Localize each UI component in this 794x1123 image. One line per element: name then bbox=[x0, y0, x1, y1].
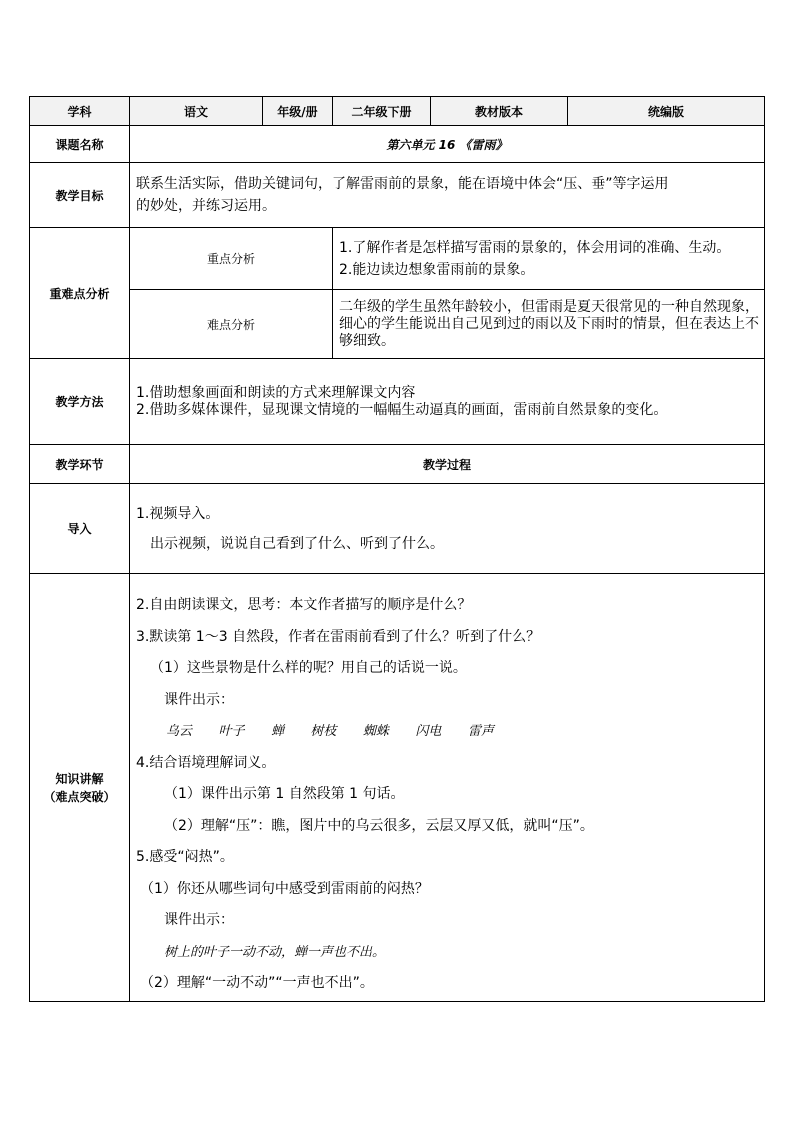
method-line-2: 2.借助多媒体课件，显现课文情境的一幅幅生动逼真的画面，雷雨前自然景象的变化。 bbox=[136, 401, 668, 418]
lesson-row bbox=[30, 126, 765, 163]
hard-point-row bbox=[30, 290, 765, 359]
lesson-plan-table bbox=[29, 96, 765, 1002]
grade-value: 二年级下册 bbox=[333, 97, 431, 126]
key-point-line-1: 1.了解作者是怎样描写雷雨的景象的，体会用词的准确、生动。 bbox=[339, 239, 731, 256]
knowledge-line-12: （2）理解“一动不动”“一声也不出”。 bbox=[140, 975, 374, 991]
knowledge-label bbox=[30, 574, 130, 1002]
hard-point-label: 难点分析 bbox=[130, 290, 333, 359]
vocabulary-word-2: 叶子 bbox=[218, 724, 245, 739]
hard-point-content bbox=[333, 290, 765, 359]
key-point-line-2: 2.能边读边想象雷雨前的景象。 bbox=[339, 261, 535, 278]
vocabulary-word-4: 树枝 bbox=[310, 724, 337, 739]
method-row bbox=[30, 359, 765, 445]
knowledge-row bbox=[30, 574, 765, 1002]
vocabulary-word-6: 闪电 bbox=[415, 724, 442, 739]
intro-line-1: 1.视频导入。 bbox=[136, 505, 220, 522]
edition-label: 教材版本 bbox=[431, 97, 568, 126]
method-content bbox=[130, 359, 765, 445]
subject-label: 学科 bbox=[30, 97, 130, 126]
hard-point-line-2: 细心的学生能说出自己见到过的雨以及下雨时的情景，但在表达上不 bbox=[339, 315, 759, 332]
hard-point-line-1: 二年级的学生虽然年龄较小，但雷雨是夏天很常见的一种自然现象， bbox=[339, 298, 759, 315]
goal-line-2: 的妙处，并练习运用。 bbox=[136, 198, 276, 214]
subject-value: 语文 bbox=[130, 97, 263, 126]
knowledge-line-10: 课件出示： bbox=[164, 912, 234, 928]
key-point-label: 重点分析 bbox=[130, 228, 333, 290]
knowledge-line-4: 课件出示： bbox=[164, 691, 234, 708]
intro-line-2: 出示视频，说说自己看到了什么、听到了什么。 bbox=[150, 535, 444, 552]
key-point-content bbox=[333, 228, 765, 290]
header-row bbox=[30, 97, 765, 126]
intro-row bbox=[30, 484, 765, 574]
difficulty-label: 重难点分析 bbox=[30, 228, 130, 359]
key-point-row bbox=[30, 228, 765, 290]
lesson-title: 第六单元 16 《雷雨》 bbox=[130, 126, 765, 163]
knowledge-line-7: （2）理解“压”：瞧，图片中的乌云很多，云层又厚又低，就叫“压”。 bbox=[164, 817, 594, 834]
goal-line-1: 联系生活实际，借助关键词句，了解雷雨前的景象，能在语境中体会“压、垂”等字运用 bbox=[136, 176, 669, 192]
lesson-label: 课题名称 bbox=[30, 126, 130, 163]
vocabulary-word-3: 蝉 bbox=[270, 724, 284, 739]
goal-label: 教学目标 bbox=[30, 163, 130, 228]
edition-value: 统编版 bbox=[568, 97, 765, 126]
hard-point-line-3: 够细致。 bbox=[339, 332, 395, 349]
knowledge-line-11: 树上的叶子一动不动，蝉一声也不出。 bbox=[164, 944, 386, 960]
goal-row bbox=[30, 163, 765, 228]
intro-content bbox=[130, 484, 765, 574]
knowledge-label-line-1: 知识讲解 bbox=[55, 771, 104, 786]
knowledge-line-5: 4.结合语境理解词义。 bbox=[136, 754, 276, 771]
process-step-label: 教学环节 bbox=[30, 445, 130, 484]
vocabulary-word-7: 雷声 bbox=[467, 724, 494, 739]
method-line-1: 1.借助想象画面和朗读的方式来理解课文内容 bbox=[136, 384, 416, 401]
knowledge-line-8: 5.感受“闷热”。 bbox=[136, 849, 234, 865]
vocabulary-word-1: 乌云 bbox=[166, 724, 193, 739]
knowledge-line-1: 2.自由朗读课文，思考：本文作者描写的顺序是什么？ bbox=[136, 597, 472, 613]
knowledge-line-9: （1）你还从哪些词句中感受到雷雨前的闷热？ bbox=[140, 880, 429, 897]
knowledge-line-2: 3.默读第 1～3 自然段，作者在雷雨前看到了什么？听到了什么？ bbox=[136, 628, 541, 645]
process-label: 教学过程 bbox=[130, 445, 765, 484]
process-header-row bbox=[30, 445, 765, 484]
grade-label: 年级/册 bbox=[263, 97, 333, 126]
knowledge-line-3: （1）这些景物是什么样的呢？用自己的话说一说。 bbox=[150, 660, 467, 676]
knowledge-line-6: （1）课件出示第 1 自然段第 1 句话。 bbox=[164, 786, 405, 802]
vocabulary-word-5: 蜘蛛 bbox=[362, 724, 389, 739]
knowledge-label-line-2: （难点突破） bbox=[43, 789, 116, 804]
method-label: 教学方法 bbox=[30, 359, 130, 445]
knowledge-content bbox=[130, 574, 765, 1002]
goal-content bbox=[130, 163, 765, 228]
intro-label: 导入 bbox=[30, 484, 130, 574]
vocabulary-list bbox=[136, 716, 758, 748]
